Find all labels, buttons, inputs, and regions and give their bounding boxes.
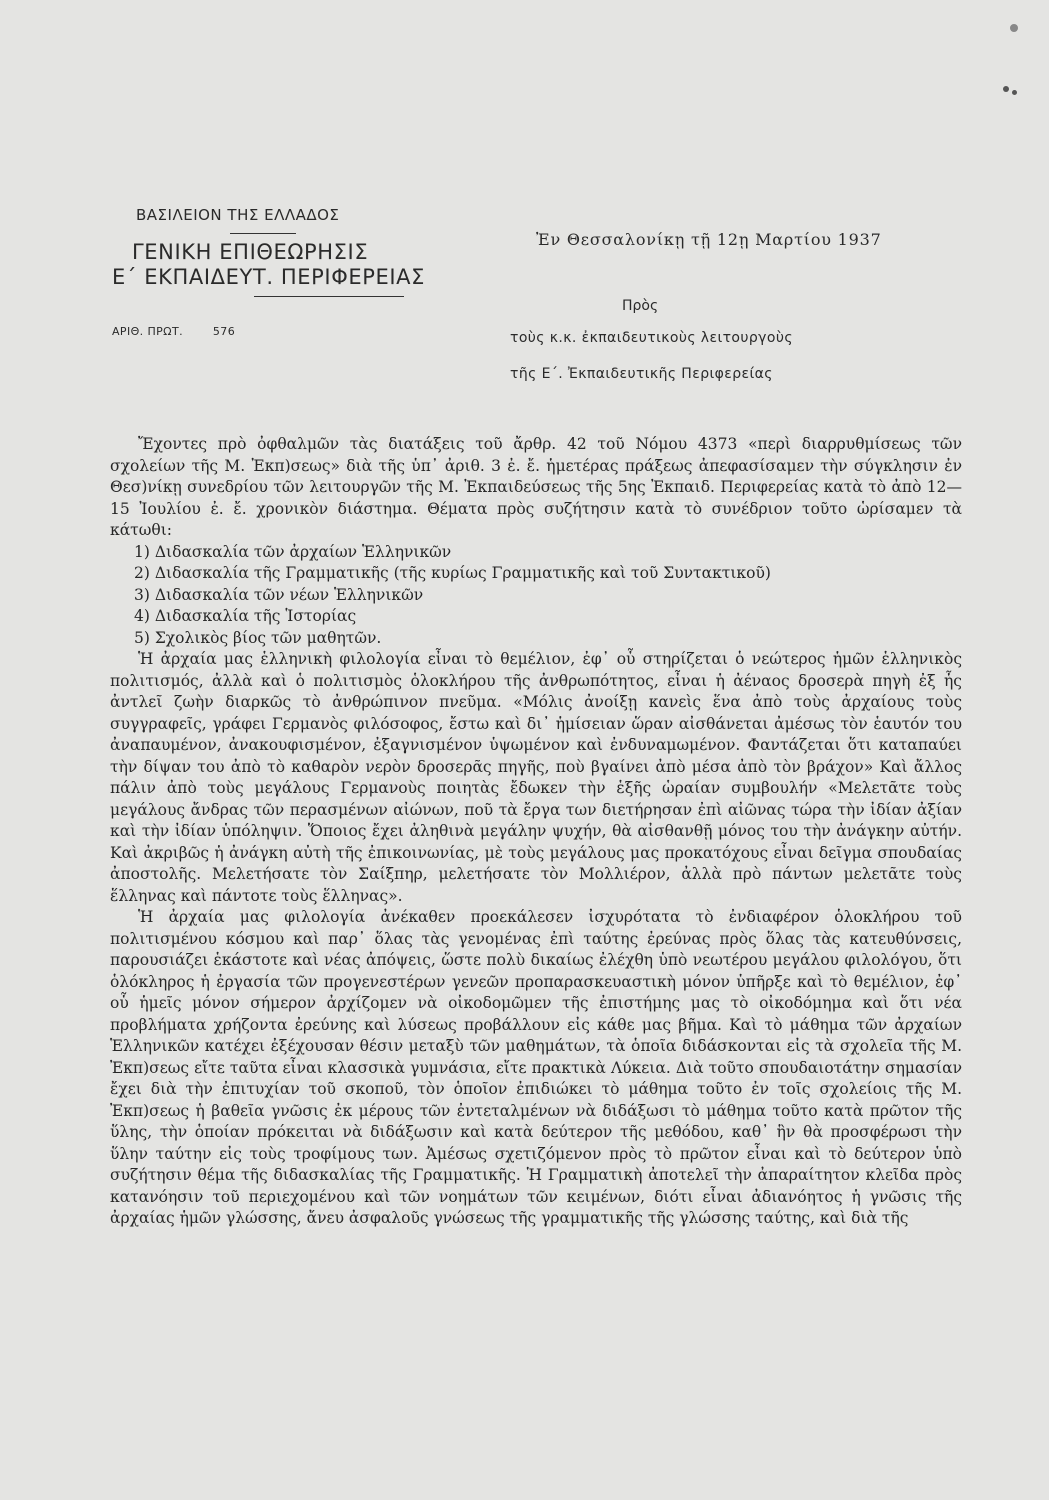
addressee-line: τῆς Ε΄. Ἐκπαιδευτικῆς Περιφερείας — [510, 366, 773, 382]
protocol-label: ΑΡΙΘ. ΠΡΩΤ. — [112, 325, 183, 338]
region-title: Ε΄ ΕΚΠΑΙΔΕΥΤ. ΠΕΡΙΦΕΡΕΙΑΣ — [112, 265, 425, 289]
list-item: 5) Σχολικὸς βίος τῶν μαθητῶν. — [134, 628, 382, 647]
ink-spot — [1003, 86, 1009, 92]
body-paragraph: Ἡ ἀρχαία μας φιλολογία ἀνέκαθεν προεκάλεσεν ἰσχυρότατα τὸ ἐνδιαφέρον ὁλοκλήρου τοῦ πολιτισμένου κόσμου καὶ παρ᾽ ὅλας τὰς γενομένας ἐπὶ ταύτης ἐρεύνας πρὸς ὅλας τὰς κατευθύνσεις, παρουσιάζει ἑκάστοτε καὶ νέας ἀπόψεις, ὥστε πολὺ δικαίως ἐλέχθη ὑπὸ νεωτέρου μεγάλου φιλολόγου, ὅτι ὁλόκληρος ἡ ἐργασία τῶν προγενεστέρων γενεῶν προπαρασκευαστικὴ μόνον ὑπῆρξε καὶ τὸ θεμέλιον, ἐφ᾽ οὗ ἡμεῖς μόνον σήμερον ἀρχίζομεν νὰ οἰκοδομῶμεν τῆς ἐπιστήμης μας τὸ οἰκοδόμημα καὶ ὅτι νέα προβλήματα χρήζοντα ἐρεύνης καὶ λύσεως προβάλλουν εἰς κάθε μας βῆμα. Καὶ τὸ μάθημα τῶν ἀρχαίων Ἑλληνικῶν κατέχει ἐξέχουσαν θέσιν μεταξὺ τῶν μαθημάτων, τὰ ὁποῖα διδάσκονται εἰς τὰ σχολεῖα τῆς Μ. Ἐκπ)σεως εἴτε ταῦτα εἶναι κλασσικὰ γυμνάσια, εἴτε πρακτικὰ Λύκεια. Διὰ τοῦτο σπουδαιοτάτην σημασίαν ἔχει διὰ τὴν ἐπιτυχίαν τοῦ σκοποῦ, τὸν ὁποῖον ἐπιδιώκει τὸ μάθημα τοῦτο ἐν τοῖς σχολείοις τῆς Μ. Ἐκπ)σεως ἡ βαθεῖα γνῶσις ἐκ μέρους τῶν ἐντεταλμένων νὰ διδάξωσι τὸ μάθημα τοῦτο κατὰ πρῶτον τῆς ὕλης, τὴν ὁποίαν πρόκειται νὰ διδάξωσιν καὶ κατὰ δεύτερον τῆς μεθόδου, καθ᾽ ἣν θὰ προσφέρωσι τὴν ὕλην ταύτην εἰς τοὺς τροφίμους των. Ἀμέσως σχετιζόμενον πρὸς τὸ πρῶτον εἶναι καὶ τὸ δεύτερον ὑπὸ συζήτησιν θέμα τῆς διδασκαλίας τῆς Γραμματικῆς. Ἡ Γραμματικὴ ἀποτελεῖ τὴν ἀπαραίτητον κλεῖδα πρὸς κατανόησιν τοῦ περιεχομένου καὶ τῶν νοημάτων τῶν κειμένων, διότι εἶναι ἀδιανόητος ἡ γνῶσις τῆς ἀρχαίας ἡμῶν γλώσσης, ἄνευ ἀσφαλοῦς γνώσεως τῆς γραμματικῆς τῆς γλώσσης ταύτης, καὶ διὰ τῆς — [110, 908, 962, 1227]
list-item: 3) Διδασκαλία τῶν νέων Ἑλληνικῶν — [134, 585, 424, 604]
body-paragraph: Ἡ ἀρχαία μας ἑλληνικὴ φιλολογία εἶναι τὸ θεμέλιον, ἐφ᾽ οὗ στηρίζεται ὁ νεώτερος ἡμῶν ἑλληνικὸς πολιτισμός, ἀλλὰ καὶ ὁ πολιτισμὸς ὁλοκλήρου τῆς ἀνθρωπότητος, εἶναι ἡ ἀέναος δροσερὰ πηγὴ ἐξ ἧς ἀντλεῖ ζωὴν διαρκῶς τὸ ἀνθρώπινον πνεῦμα. «Μόλις ἀνοίξῃ κανεὶς ἕνα ἀπὸ τοὺς ἀρχαίους τοὺς συγγραφεῖς, γράφει Γερμανὸς φιλόσοφος, ἔστω καὶ δι᾽ ἡμίσειαν ὥραν αἰσθάνεται ἀμέσως τὸν ἑαυτόν του ἀναπαυμένον, ἀνακουφισμένον, ἐξαγνισμένον ὑψωμένον καὶ ἐνδυναμωμένον. Φαντάζεται ὅτι καταπαύει τὴν δίψαν του ἀπὸ τὸ καθαρὸν νερὸν δροσερᾶς πηγῆς, ποὺ βγαίνει ἀπὸ μέσα ἀπὸ τὸν βράχον» Καὶ ἄλλος πάλιν ἀπὸ τοὺς μεγάλους Γερμανοὺς ποιητὰς ἔδωκεν τὴν ἑξῆς ὡραίαν συμβουλήν «Μελετᾶτε τοὺς μεγάλους ἄνδρας τῶν περασμένων αἰώνων, ποῦ τὰ ἔργα των διετήρησαν ἐπὶ αἰῶνας τώρα τὴν ἰδίαν ἀξίαν καὶ τὴν ἰδίαν ὑπόληψιν. Ὅποιος ἔχει ἀληθινὰ μεγάλην ψυχήν, θὰ αἰσθανθῇ μόνος του τὴν ἀνάγκην αὐτήν. Καὶ ἀκριβῶς ἡ ἀνάγκη αὐτὴ τῆς ἐπικοινωνίας, μὲ τοὺς μεγάλους μας προκατόχους εἶναι δεῖγμα σπουδαίας ἀποστολῆς. Μελετήσατε τὸν Σαίξπηρ, μελετήσατε τὸν Μολλιέρον, ἀλλὰ πρὸ πάντων μελετᾶτε τοὺς ἕλληνας καὶ πάντοτε τοὺς ἕλληνας». — [110, 650, 962, 905]
header-rule — [254, 296, 404, 297]
address-to: Πρὸς — [622, 298, 659, 314]
list-item: 2) Διδασκαλία τῆς Γραμματικῆς (τῆς κυρίως Γραμματικῆς καὶ τοῦ Συντακτικοῦ) — [134, 564, 771, 582]
ink-spot — [1012, 90, 1017, 95]
dateline: Ἐν Θεσσαλονίκῃ τῇ 12ῃ Μαρτίου 1937 — [536, 230, 882, 249]
inspectorate-title: ΓΕΝΙΚΗ ΕΠΙΘΕΩΡΗΣΙΣ — [132, 240, 369, 264]
list-item: 1) Διδασκαλία τῶν ἀρχαίων Ἑλληνικῶν — [134, 542, 452, 561]
letterhead — [112, 206, 432, 338]
ink-spot — [1010, 24, 1018, 32]
list-item: 4) Διδασκαλία τῆς Ἱστορίας — [134, 607, 357, 625]
letter-body — [110, 434, 962, 1230]
kingdom-title: ΒΑΣΙΛΕΙΟΝ ΤΗΣ ΕΛΛΑΔΟΣ — [136, 206, 340, 224]
addressee-line: τοὺς κ.κ. ἐκπαιδευτικοὺς λειτουργοὺς — [510, 330, 793, 346]
topic-list — [134, 542, 962, 650]
header-rule — [230, 233, 296, 234]
protocol-line — [112, 325, 432, 338]
protocol-number: 576 — [212, 325, 236, 338]
intro-paragraph: Ἔχοντες πρὸ ὀφθαλμῶν τὰς διατάξεις τοῦ ἄρθρ. 42 τοῦ Νόμου 4373 «περὶ διαρρυθμίσεως τῶν σχολείων τῆς Μ. Ἐκπ)σεως» διὰ τῆς ὑπ᾽ ἀριθ. 3 ἐ. ἔ. ἡμετέρας πράξεως ἀπεφασίσαμεν τὴν σύγκλησιν ἐν Θεσ)νίκῃ συνεδρίου τῶν λειτουργῶν τῆς Μ. Ἐκπαιδεύσεως τῆς 5ης Ἐκπαιδ. Περιφερείας κατὰ τὸ ἀπὸ 12—15 Ἰουλίου ἐ. ἔ. χρονικὸν διάστημα. Θέματα πρὸς συζήτησιν κατὰ τὸ συνέδριον τοῦτο ὡρίσαμεν τὰ κάτωθι: — [110, 435, 962, 539]
